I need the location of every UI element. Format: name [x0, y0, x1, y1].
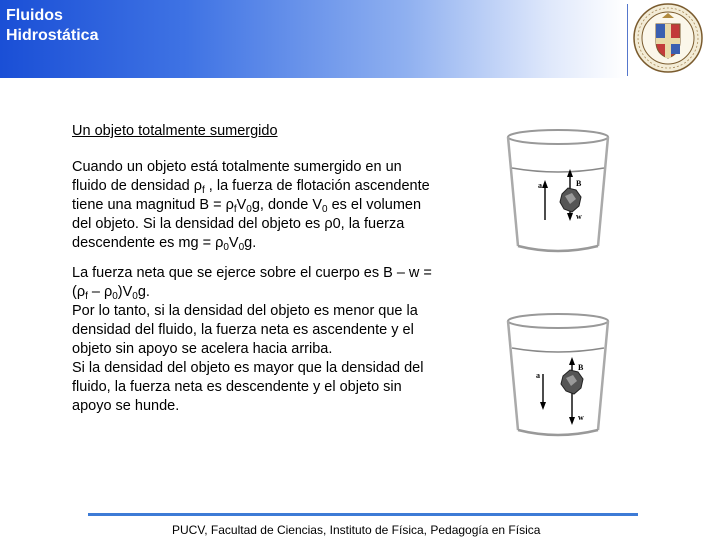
- text-span: V: [228, 235, 239, 251]
- section-subtitle: Un objeto totalmente sumergido: [72, 123, 278, 139]
- water-surface: [512, 348, 604, 352]
- paragraph-net-force: [72, 264, 482, 416]
- glass-rim: [508, 130, 608, 144]
- footer-credit: PUCV, Facultad de Ciencias, Instituto de Física, Pedagogía en Física: [172, 523, 541, 537]
- text-span: g.: [137, 284, 150, 300]
- glass-wall-right: [598, 137, 608, 246]
- text-span: fluido de densidad ρ: [72, 178, 202, 194]
- text-line: [72, 234, 482, 253]
- text-line: del objeto. Si la densidad del objeto es ρ0, la fuerza: [72, 216, 405, 232]
- acceleration-arrowhead: [540, 402, 546, 410]
- subscript: 0: [322, 204, 328, 215]
- text-line: Cuando un objeto está totalmente sumergido en un: [72, 159, 402, 175]
- label-B: B: [578, 363, 584, 372]
- paragraph-buoyant-force: [72, 158, 482, 253]
- text-line: [72, 196, 482, 215]
- footer-divider: [88, 513, 638, 516]
- weight-arrowhead: [567, 213, 573, 221]
- subscript: f: [233, 204, 237, 215]
- subscript: 0: [223, 242, 229, 253]
- text-span: , la fuerza de flotación ascendente: [204, 178, 430, 194]
- university-seal-icon: [632, 2, 704, 74]
- header-banner: [0, 0, 625, 78]
- buoyant-force-arrowhead: [567, 169, 573, 177]
- subscript: 0: [238, 242, 245, 253]
- glass-rim: [508, 314, 608, 328]
- label-w: w: [576, 212, 582, 221]
- header-title: [6, 6, 98, 46]
- text-line: apoyo se hunde.: [72, 398, 180, 414]
- text-span: V: [236, 197, 247, 213]
- label-w: w: [578, 413, 584, 422]
- subscript: 0: [132, 291, 138, 302]
- glass-wall-left: [508, 321, 518, 430]
- text-line: La fuerza neta que se ejerce sobre el cuerpo es B – w =: [72, 265, 432, 281]
- logo-divider: [627, 4, 628, 76]
- subscript: 0: [112, 291, 118, 302]
- text-span: g.: [244, 235, 257, 251]
- text-line: fluido, la fuerza neta es descendente y el objeto sin: [72, 379, 402, 395]
- text-span: es el volumen: [327, 197, 422, 213]
- subscript: 0: [246, 204, 252, 215]
- weight-arrowhead: [569, 417, 575, 425]
- glass-figure-sinking: [502, 308, 614, 442]
- text-line: Por lo tanto, si la densidad del objeto es menor que la: [72, 303, 418, 319]
- text-line: densidad del fluido, la fuerza neta es ascendente y el: [72, 322, 414, 338]
- header-title-line1: Fluidos: [6, 7, 63, 24]
- glass-base: [518, 430, 598, 435]
- text-span: descendente es mg = ρ: [72, 235, 224, 251]
- glass-base: [518, 246, 598, 251]
- glass-wall-left: [508, 137, 518, 246]
- subscript: f: [85, 291, 88, 302]
- text-span: – ρ: [87, 284, 113, 300]
- label-a: a: [536, 371, 540, 380]
- buoyant-force-arrowhead: [569, 357, 575, 365]
- subscript: f: [201, 185, 205, 196]
- glass-figure-rising: [502, 124, 614, 258]
- acceleration-arrowhead: [542, 180, 548, 188]
- text-line: [72, 177, 482, 196]
- text-span: )V: [117, 284, 133, 300]
- text-span: tiene una magnitud B = ρ: [72, 197, 234, 213]
- text-span: (ρ: [72, 284, 86, 300]
- glass-wall-right: [598, 321, 608, 430]
- text-line: objeto sin apoyo se acelera hacia arriba.: [72, 341, 333, 357]
- text-span: g, donde V: [251, 197, 322, 213]
- text-line: Si la densidad del objeto es mayor que la densidad del: [72, 360, 424, 376]
- text-line: [72, 283, 482, 302]
- label-a: a: [538, 181, 542, 190]
- label-B: B: [576, 179, 582, 188]
- water-surface: [512, 168, 604, 172]
- header-title-line2: Hidrostática: [6, 27, 99, 44]
